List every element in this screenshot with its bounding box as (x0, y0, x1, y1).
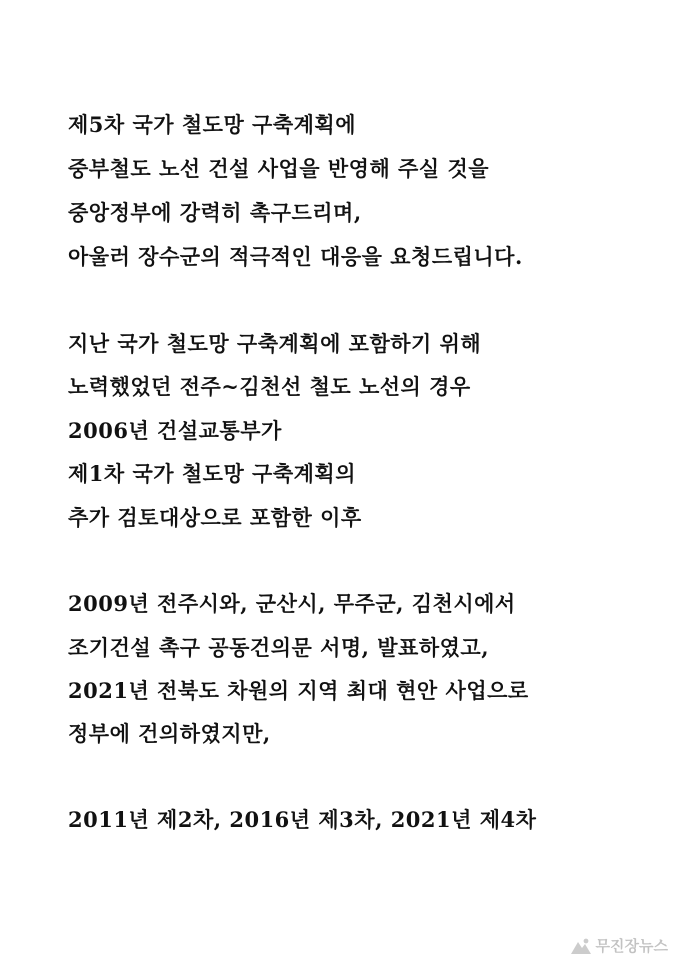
text-line: 제1차 국가 철도망 구축계획의 (68, 461, 356, 486)
text-line: 2009년 전주시와, 군산시, 무주군, 김천시에서 (68, 591, 516, 616)
text-line: 조기건설 촉구 공동건의문 서명, 발표하였고, (68, 635, 490, 660)
text-line: 정부에 건의하였지만, (68, 721, 271, 746)
text-line: 2021년 전북도 차원의 지역 최대 현안 사업으로 (68, 678, 529, 703)
text-line: 2011년 제2차, 2016년 제3차, 2021년 제4차 (68, 807, 537, 832)
text-line: 지난 국가 철도망 구축계획에 포함하기 위해 (68, 331, 482, 356)
text-line: 중앙정부에 강력히 촉구드리며, (68, 200, 362, 225)
text-line: 추가 검토대상으로 포함한 이후 (68, 505, 362, 530)
watermark (570, 935, 668, 956)
mountain-logo-icon (570, 937, 592, 955)
watermark-text: 무진장뉴스 (595, 937, 668, 955)
text-line: 2006년 건설교통부가 (68, 418, 282, 443)
text-line: 제5차 국가 철도망 구축계획에 (68, 112, 356, 137)
text-line: 아울러 장수군의 적극적인 대응을 요청드립니다. (68, 244, 523, 269)
text-line: 중부철도 노선 건설 사업을 반영해 주실 것을 (68, 156, 490, 181)
text-line: 노력했었던 전주~김천선 철도 노선의 경우 (68, 374, 471, 399)
